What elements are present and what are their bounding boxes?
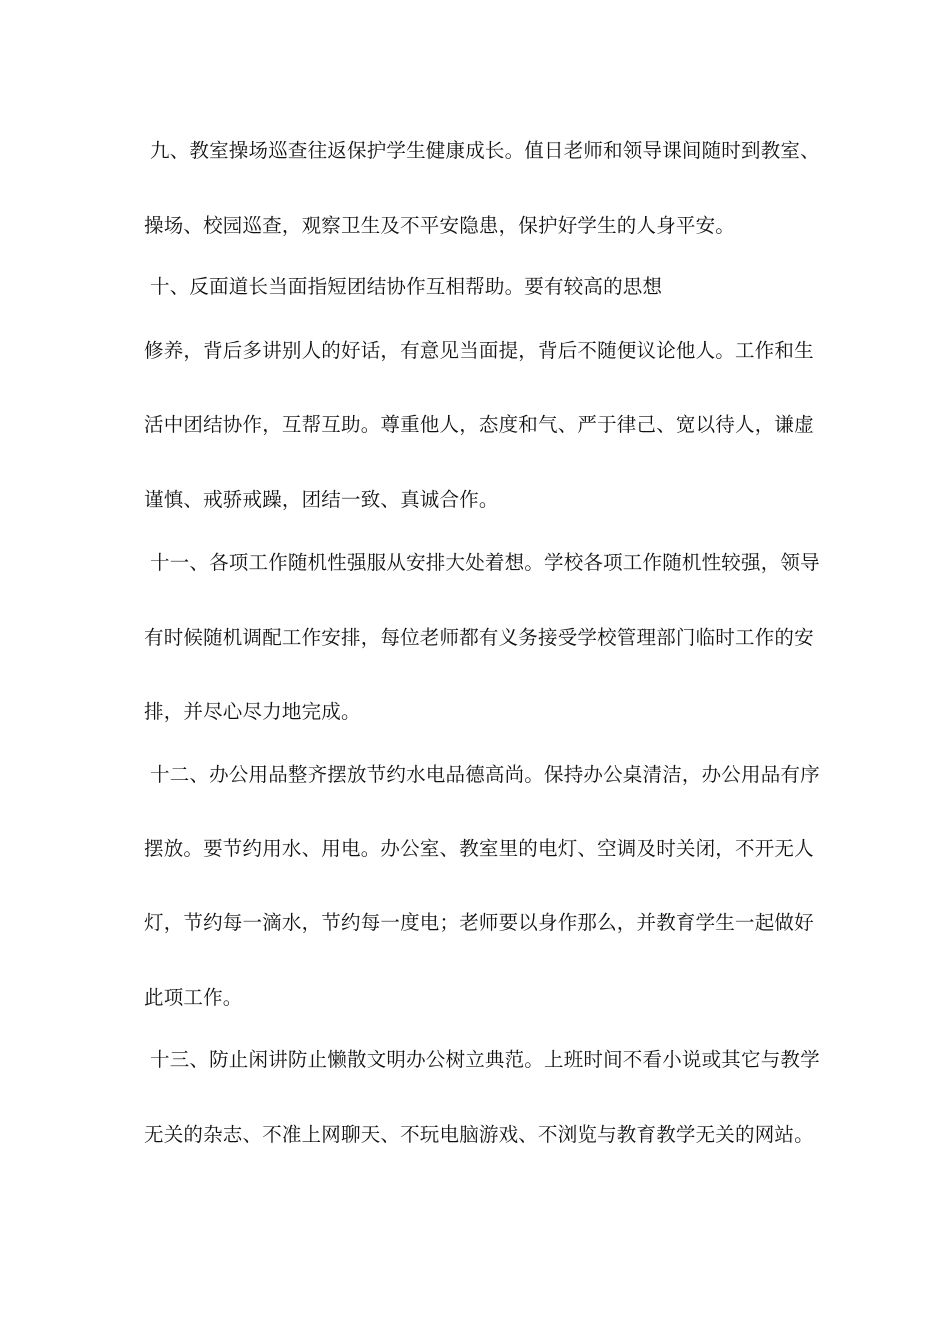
paragraph-13-line-2: 无关的杂志、不准上网聊天、不玩电脑游戏、不浏览与教育教学无关的网站。 (144, 1123, 814, 1146)
paragraph-10-line-3: 活中团结协作，互帮互助。尊重他人，态度和气、严于律己、宽以待人，谦虚 (144, 413, 814, 436)
paragraph-12-line-4: 此项工作。 (144, 986, 243, 1009)
paragraph-11-line-2: 有时候随机调配工作安排，每位老师都有义务接受学校管理部门临时工作的安 (144, 626, 814, 649)
paragraph-10-line-1: 十、反面道长当面指短团结协作互相帮助。要有较高的思想 (150, 275, 663, 298)
paragraph-13-line-1: 十三、防止闲讲防止懒散文明办公树立典范。上班时间不看小说或其它与教学 (150, 1048, 820, 1071)
paragraph-9-line-2: 操场、校园巡查，观察卫生及不平安隐患，保护好学生的人身平安。 (144, 214, 736, 237)
paragraph-9-line-1: 九、教室操场巡查往返保护学生健康成长。值日老师和领导课间随时到教室、 (150, 139, 820, 162)
paragraph-12-line-1: 十二、办公用品整齐摆放节约水电品德高尚。保持办公桌清洁，办公用品有序 (150, 763, 820, 786)
paragraph-11-line-3: 排，并尽心尽力地完成。 (144, 700, 361, 723)
paragraph-12-line-2: 摆放。要节约用水、用电。办公室、教室里的电灯、空调及时关闭，不开无人 (144, 837, 814, 860)
paragraph-10-line-2: 修养，背后多讲别人的好话，有意见当面提，背后不随便议论他人。工作和生 (144, 339, 814, 362)
paragraph-10-line-4: 谨慎、戒骄戒躁，团结一致、真诚合作。 (144, 488, 499, 511)
paragraph-12-line-3: 灯，节约每一滴水，节约每一度电；老师要以身作那么，并教育学生一起做好 (144, 911, 814, 934)
paragraph-11-line-1: 十一、各项工作随机性强服从安排大处着想。学校各项工作随机性较强，领导 (150, 551, 820, 574)
